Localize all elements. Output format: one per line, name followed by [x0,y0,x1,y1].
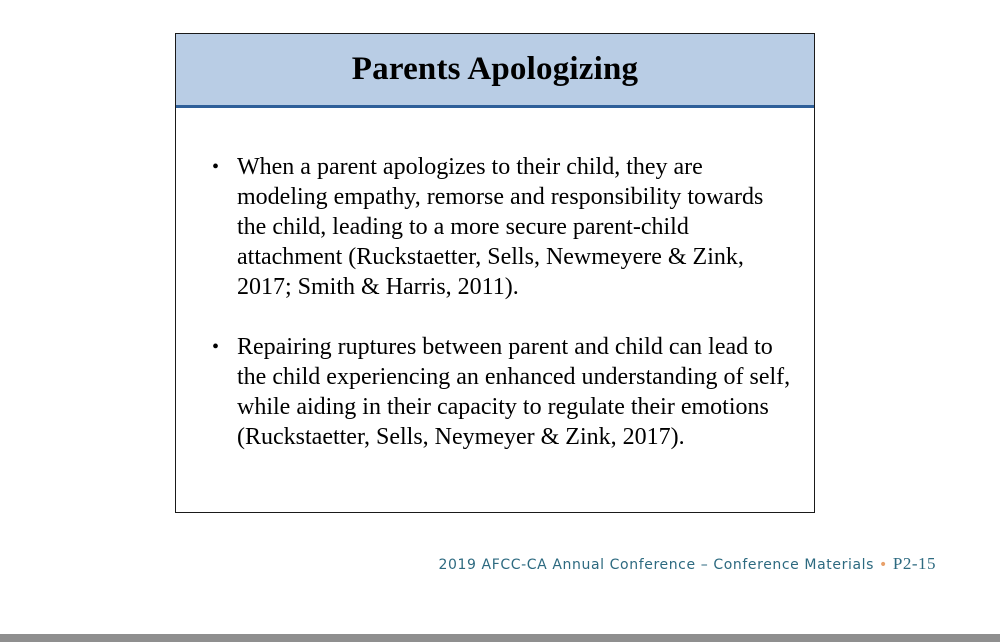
bullet-item [212,152,792,302]
bullet-icon: • [212,156,220,178]
page-footer [438,554,936,574]
footer-page-number: P2-15 [892,554,936,573]
footer-dot-icon: • [879,557,888,573]
slide [175,33,815,513]
slide-header [176,34,814,108]
bottom-scroll-bar [0,634,1000,642]
bullet-icon: • [212,336,220,358]
bullet-text: Repairing ruptures between parent and child can lead to the child experiencing an enhanced understanding of self, while aiding in their capacity to regulate their emotions (Ruckstaetter, Sells, Neymeyer & Zink, 2017). [237,334,791,450]
slide-title: Parents Apologizing [351,51,639,87]
footer-conference-text: 2019 AFCC-CA Annual Conference – Conference Materials [438,557,875,573]
bullet-text: When a parent apologizes to their child, they are modeling empathy, remorse and responsibility towards the child, leading to a more secure parent-child attachment (Ruckstaetter, Sells, Newmeyere & Zink, 2017; Smith & Harris, 2011). [237,154,764,300]
bullet-item [212,332,792,452]
bullet-list [212,152,792,482]
